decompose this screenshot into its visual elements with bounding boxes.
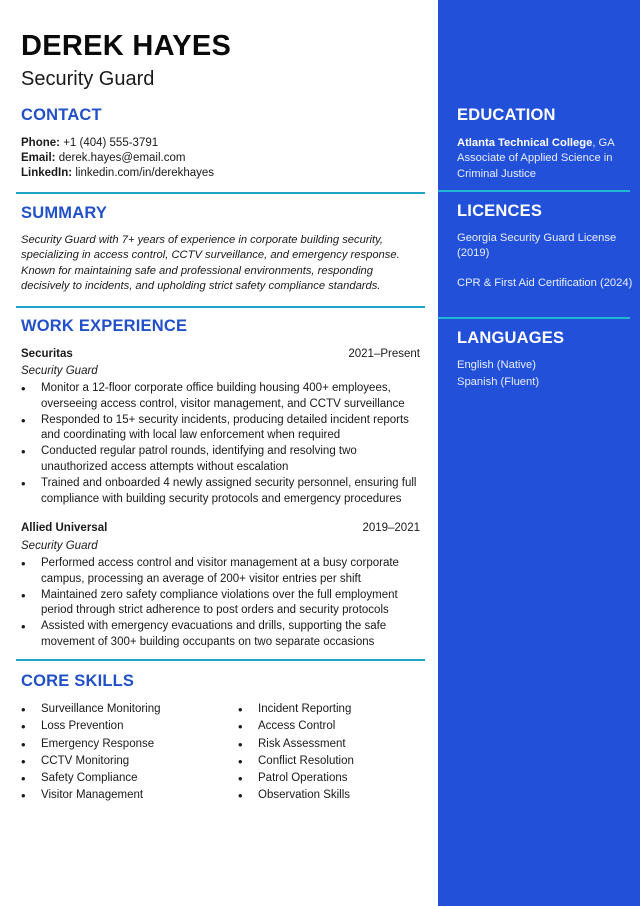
language-item: Spanish (Fluent) (457, 376, 540, 388)
list-item: • Trained and onboarded 4 newly assigned security personnel, ensuring full compliance with building security protocols and emergency procedures (21, 476, 421, 508)
experience-heading: WORK EXPERIENCE (21, 317, 188, 335)
skills-heading: CORE SKILLS (21, 672, 135, 690)
candidate-name: DEREK HAYES (21, 30, 232, 62)
skills-list-left (21, 701, 221, 805)
job-dates: 2021–Present (348, 348, 420, 360)
list-item: • Safety Compliance (21, 770, 221, 787)
section-divider (16, 306, 425, 308)
sidebar-divider (438, 190, 630, 192)
education-school: Atlanta Technical College (457, 137, 593, 149)
list-item: • CCTV Monitoring (21, 753, 221, 770)
summary-heading: SUMMARY (21, 204, 108, 222)
job-bullets (21, 381, 421, 507)
job-role: Security Guard (21, 540, 98, 552)
list-item: • Access Control (238, 718, 428, 735)
contact-phone (21, 137, 158, 149)
list-item: • Incident Reporting (238, 701, 428, 718)
education-heading: EDUCATION (457, 106, 556, 124)
list-item: • Surveillance Monitoring (21, 701, 221, 718)
job-dates: 2019–2021 (362, 522, 420, 534)
education-location: , GA (592, 137, 615, 149)
licence-item: Georgia Security Guard License (2019) (457, 232, 617, 260)
job-role: Security Guard (21, 365, 98, 377)
job-title: Security Guard (21, 68, 155, 90)
section-divider (16, 659, 425, 661)
contact-heading: CONTACT (21, 106, 102, 124)
list-item: • Risk Assessment (238, 736, 428, 753)
list-item: • Monitor a 12-floor corporate office building housing 400+ employees, overseeing access control, visitor management, and CCTV surveillance (21, 381, 421, 413)
language-item: English (Native) (457, 359, 536, 371)
email-value[interactable]: derek.hayes@email.com (58, 152, 186, 164)
education-entry (457, 136, 633, 182)
licences-heading: LICENCES (457, 202, 543, 220)
list-item: • Conducted regular patrol rounds, identifying and resolving two unauthorized access attempts without escalation (21, 444, 421, 476)
email-label: Email: (21, 152, 56, 164)
job-header (21, 522, 420, 534)
list-item: • Assisted with emergency evacuations and drills, supporting the safe movement of 300+ building occupants on two separate occasions (21, 619, 421, 651)
job-bullets (21, 556, 421, 651)
list-item: • Conflict Resolution (238, 753, 428, 770)
sidebar (438, 0, 640, 906)
job-company: Securitas (21, 348, 73, 360)
linkedin-label: LinkedIn: (21, 167, 73, 179)
skills-list-right (238, 701, 428, 805)
contact-linkedin (21, 167, 214, 179)
phone-value: +1 (404) 555-3791 (63, 137, 159, 149)
linkedin-value[interactable]: linkedin.com/in/derekhayes (75, 167, 215, 179)
education-degree: Associate of Applied Science in Criminal Justice (457, 152, 613, 180)
job-header (21, 348, 420, 360)
sidebar-divider (438, 317, 630, 319)
job-company: Allied Universal (21, 522, 108, 534)
list-item: • Observation Skills (238, 787, 428, 804)
list-item: • Loss Prevention (21, 718, 221, 735)
summary-text: Security Guard with 7+ years of experience in corporate building security, specializing in access control, CCTV surveillance, and emergency response. Known for maintaining safe and professional environments, responding decisively to incidents, and upholding strict safety compliance standards. (21, 234, 400, 292)
list-item: • Performed access control and visitor management at a busy corporate campus, processing an average of 200+ visitor entries per shift (21, 556, 421, 588)
languages-heading: LANGUAGES (457, 329, 565, 347)
list-item: • Emergency Response (21, 736, 221, 753)
phone-label: Phone: (21, 137, 60, 149)
list-item: • Visitor Management (21, 787, 221, 804)
list-item: • Responded to 15+ security incidents, producing detailed incident reports and coordinating with local law enforcement when required (21, 413, 421, 445)
list-item: • Maintained zero safety compliance violations over the full employment period through strict adherence to post orders and security protocols (21, 588, 421, 620)
contact-email (21, 152, 185, 164)
licence-item: CPR & First Aid Certification (2024) (457, 277, 633, 289)
list-item: • Patrol Operations (238, 770, 428, 787)
section-divider (16, 192, 425, 194)
